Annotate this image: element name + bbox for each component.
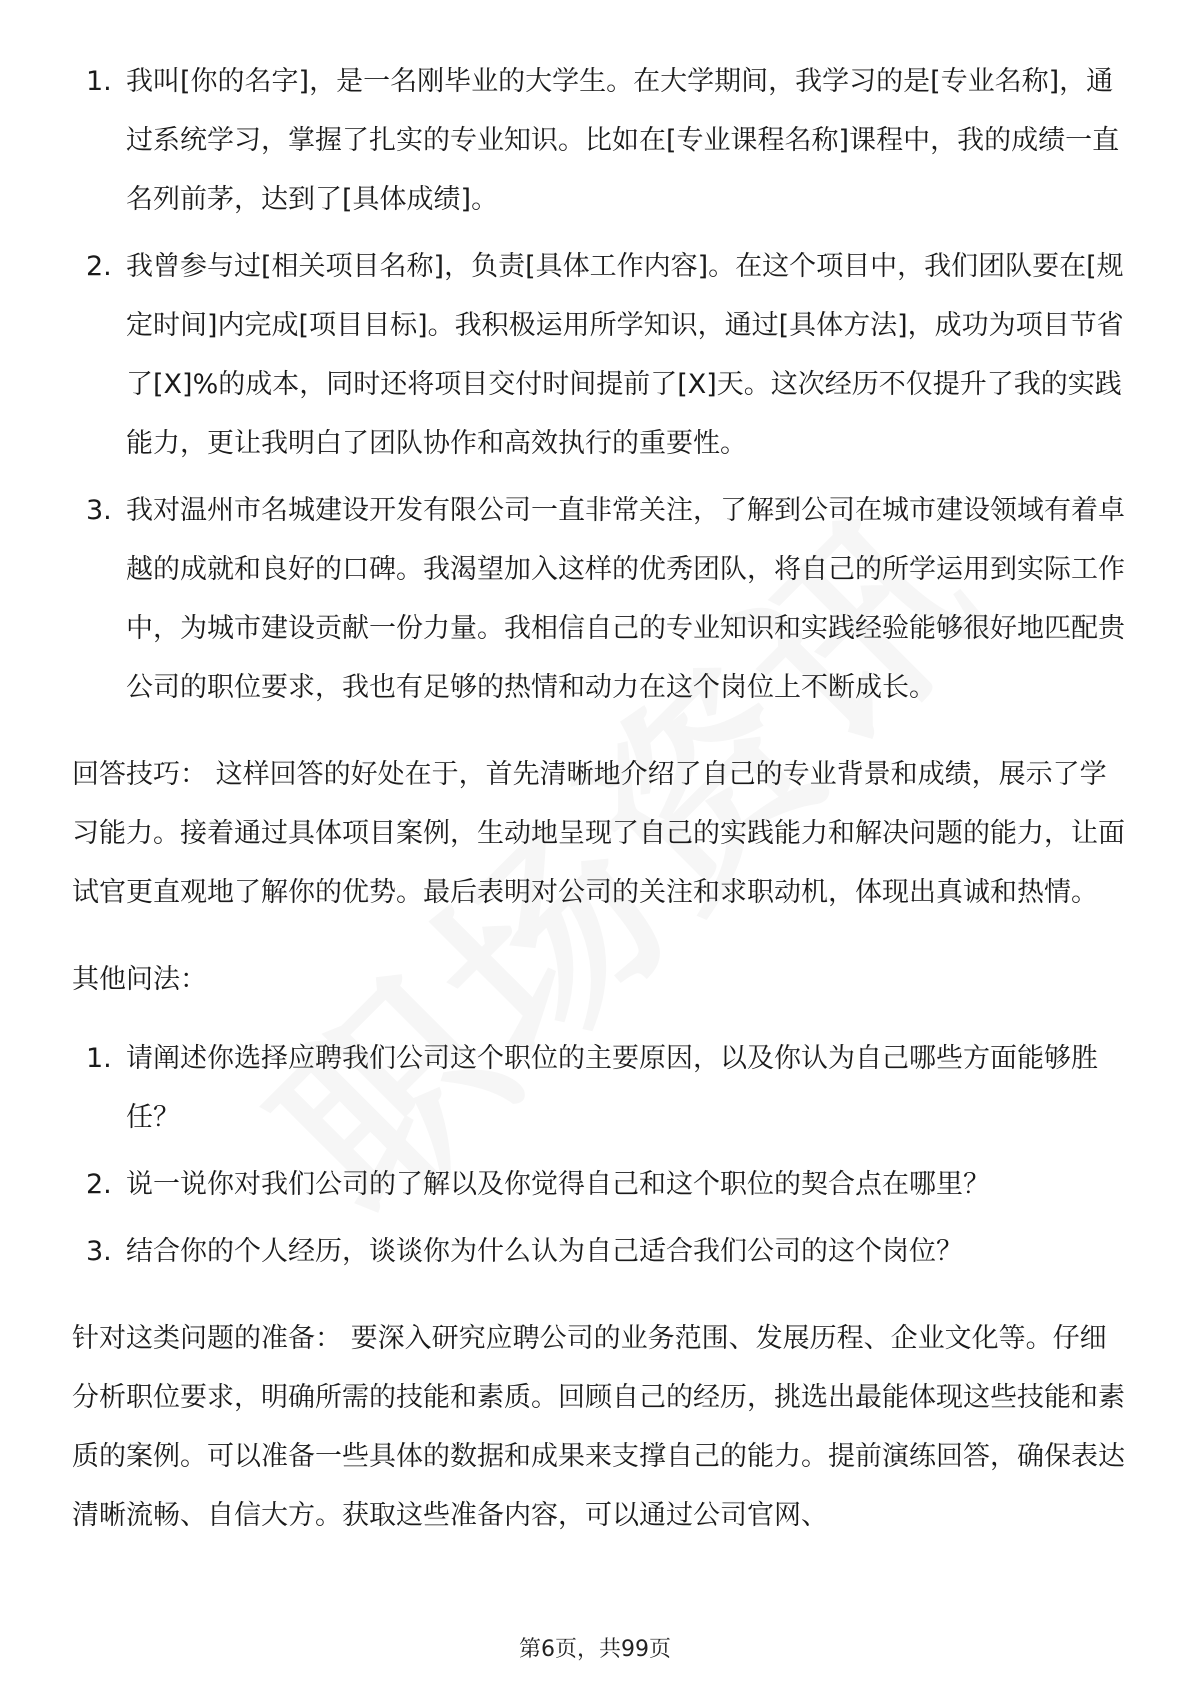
- other-questions-heading: 其他问法：: [72, 964, 207, 995]
- preparation-paragraph: 针对这类问题的准备： 要深入研究应聘公司的业务范围、发展历程、企业文化等。仔细分析职位要求，明确所需的技能和素质。回顾自己的经历，挑选出最能体现这些技能和素质的案例。可以准备一些具体的数据和成果来支撑自己的能力。提前演练回答，确保表达清晰流畅、自信大方。获取这些准备内容，可以通过公司官网、: [72, 1323, 1125, 1531]
- list-number: 3.: [86, 495, 112, 526]
- list-item: [72, 1029, 1132, 1147]
- page-footer: 第6页，共99页: [519, 1637, 671, 1662]
- document-content: [72, 52, 1132, 1545]
- list-text: 我对温州市名城建设开发有限公司一直非常关注，了解到公司在城市建设领域有着卓越的成就和良好的口碑。我渴望加入这样的优秀团队，将自己的所学运用到实际工作中，为城市建设贡献一份力量。我相信自己的专业知识和实践经验能够很好地匹配贵公司的职位要求，我也有足够的热情和动力在这个岗位上不断成长。: [126, 495, 1125, 703]
- list-number: 1.: [86, 66, 112, 97]
- list-number: 2.: [86, 251, 112, 282]
- list-text: 我叫[你的名字]，是一名刚毕业的大学生。在大学期间，我学习的是[专业名称]，通过系统学习，掌握了扎实的专业知识。比如在[专业课程名称]课程中，我的成绩一直名列前茅，达到了[具体成绩]。: [126, 66, 1120, 215]
- answer-list: [72, 52, 1132, 717]
- list-item: [72, 237, 1132, 473]
- other-questions-list: [72, 1029, 1132, 1281]
- list-number: 1.: [86, 1043, 112, 1074]
- list-text: 我曾参与过[相关项目名称]，负责[具体工作内容]。在这个项目中，我们团队要在[规定时间]内完成[项目目标]。我积极运用所学知识，通过[具体方法]，成功为项目节省了[X]%的成本，同时还将项目交付时间提前了[X]天。这次经历不仅提升了我的实践能力，更让我明白了团队协作和高效执行的重要性。: [126, 251, 1124, 459]
- list-number: 3.: [86, 1236, 112, 1267]
- list-number: 2.: [86, 1169, 112, 1200]
- list-item: [72, 1222, 1132, 1281]
- list-text: 说一说你对我们公司的了解以及你觉得自己和这个职位的契合点在哪里？: [126, 1169, 990, 1200]
- list-text: 请阐述你选择应聘我们公司这个职位的主要原因，以及你认为自己哪些方面能够胜任？: [126, 1043, 1098, 1133]
- answer-tips-paragraph: 回答技巧： 这样回答的好处在于，首先清晰地介绍了自己的专业背景和成绩，展示了学习能力。接着通过具体项目案例，生动地呈现了自己的实践能力和解决问题的能力，让面试官更直观地了解你的优势。最后表明对公司的关注和求职动机，体现出真诚和热情。: [72, 759, 1125, 908]
- list-item: [72, 52, 1132, 229]
- list-item: [72, 1155, 1132, 1214]
- list-item: [72, 481, 1132, 717]
- list-text: 结合你的个人经历，谈谈你为什么认为自己适合我们公司的这个岗位？: [126, 1236, 963, 1267]
